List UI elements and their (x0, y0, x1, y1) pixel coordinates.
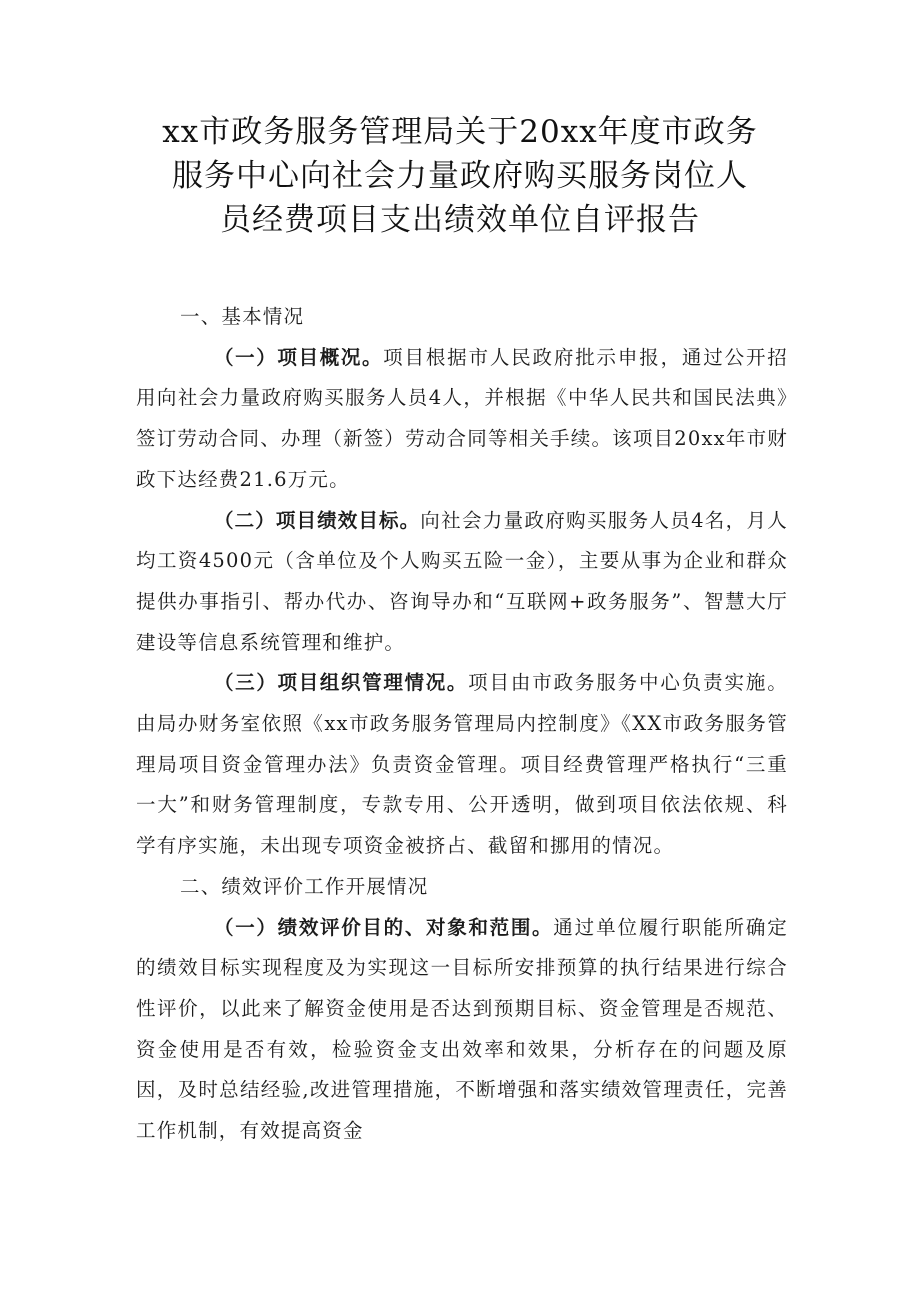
paragraph-organization-management (136, 663, 788, 867)
paragraph-lead: （一）项目概况。 (214, 345, 384, 369)
report-body (136, 297, 788, 1152)
paragraph-lead: （三）项目组织管理情况。 (214, 671, 469, 695)
paragraph-text: 向社会力量政府购买服务人员4名，月人均工资4500元（含单位及个人购买五险一金），主要从事为企业和群众提供办事指引、帮办代办、咨询导办和“互联网+政务服务”、智慧大厅建设等信息系统管理和维护。 (136, 508, 788, 654)
paragraph-text: 项目根据市人民政府批示申报，通过公开招用向社会力量政府购买服务人员4人，并根据《中华人民共和国民法典》签订劳动合同、办理（新签）劳动合同等相关手续。该项目20xx年市财政下达经费21.6万元。 (136, 345, 788, 491)
paragraph-text: 通过单位履行职能所确定的绩效目标实现程度及为实现这一目标所安排预算的执行结果进行综合性评价，以此来了解资金使用是否达到预期目标、资金管理是否规范、资金使用是否有效，检验资金支出效率和效果，分析存在的问题及原因，及时总结经验,改进管理措施，不断增强和落实绩效管理责任，完善工作机制，有效提高资金 (136, 915, 788, 1143)
paragraph-lead: （一）绩效评价目的、对象和范围。 (214, 915, 554, 939)
paragraph-project-overview (136, 338, 788, 501)
title-line-2: 服务中心向社会力量政府购买服务岗位人 (172, 158, 748, 194)
paragraph-text: 项目由市政务服务中心负责实施。由局办财务室依照《xx市政务服务管理局内控制度》《XX市政务服务管理局项目资金管理办法》负责资金管理。项目经费管理严格执行“三重一大”和财务管理制度，专款专用、公开透明，做到项目依法依规、科学有序实施，未出现专项资金被挤占、截留和挪用的情况。 (136, 671, 788, 858)
report-title (140, 110, 780, 242)
section-heading-evaluation-work: 二、绩效评价工作开展情况 (180, 874, 429, 898)
paragraph-performance-goals (136, 501, 788, 664)
section-heading-basic-info: 一、基本情况 (180, 305, 305, 328)
title-line-3: 员经费项目支出绩效单位自评报告 (220, 202, 700, 238)
paragraph-evaluation-purpose (136, 908, 788, 1152)
paragraph-lead: （二）项目绩效目标。 (214, 508, 421, 532)
title-line-1: xx市政务服务管理局关于20xx年度市政务 (162, 114, 758, 150)
